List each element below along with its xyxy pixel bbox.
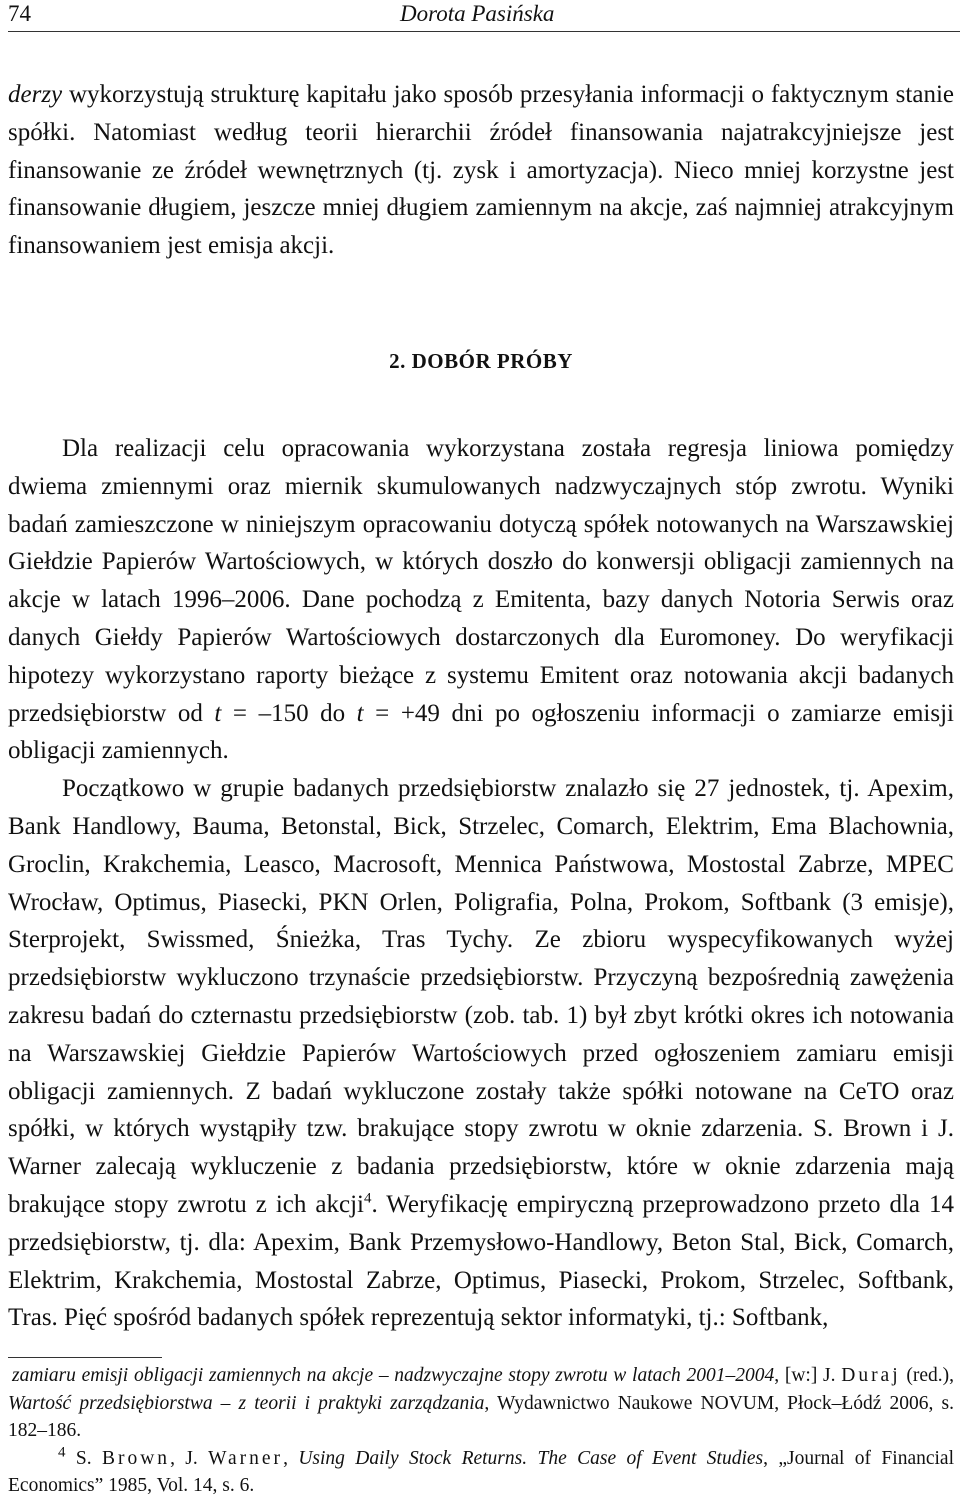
fn4-text4: , „Journal of Financial Economics” 1985, Vol. 14, s. 6. xyxy=(8,1447,954,1496)
intro-lead-italic: derzy xyxy=(8,81,63,108)
intro-paragraph xyxy=(8,76,954,265)
footnote-continued xyxy=(8,1362,954,1445)
p2-part2: . Weryfikację empiryczną przeprowadzono przeto dla 14 przedsiębiorstw, tj. dla: Apexim, Bank Przemysłowo-Handlowy, Beton Stal, Bick, Comarch, Elektrim, Krakchemia, Mostostal Zabrze, Optimus, Piasecki, Prokom, Strzelec, Softbank, Tras. Pięć spośród badanych spółek reprezentują sektor informatyki, tj.: Softbank, xyxy=(8,1190,954,1332)
fn4-text1: S. xyxy=(65,1447,102,1469)
fn4-author1: Brown xyxy=(101,1447,171,1469)
footnote-rule xyxy=(8,1357,162,1358)
header-rule xyxy=(8,31,960,32)
intro-text: wykorzystują strukturę kapitału jako sposób przesyłania informacji o faktycznym stanie spółki. Natomiast według teorii hierarchii źródeł finansowania najatrakcyjniejsze jest finansowanie ze źródeł wewnętrznych (tj. zysk i amortyzacja). Nieco mniej korzystne jest finansowanie długiem, jeszcze mniej długiem zamiennym na akcje, zaś najmniej atrakcyjnym finansowaniem jest emisja akcji. xyxy=(8,81,954,260)
footnote-4-number: 4 xyxy=(58,1444,66,1460)
fn-cont-text1: , [w:] J. xyxy=(774,1365,842,1386)
fn4-author2: Warner xyxy=(208,1447,284,1469)
fn-cont-author: Duraj xyxy=(841,1365,901,1386)
fn-cont-text2: (red.), xyxy=(900,1365,954,1386)
running-title: Dorota Pasińska xyxy=(400,1,555,26)
p1-part2: = –150 do xyxy=(221,699,357,727)
section-paragraph-1 xyxy=(8,430,954,770)
section-paragraph-2 xyxy=(8,770,954,1337)
page-header xyxy=(0,0,960,34)
p2-part1: Początkowo w grupie badanych przedsiębiorstw znalazło się 27 jednostek, tj. Apexim, Bank Handlowy, Bauma, Betonstal, Bick, Strzelec, Comarch, Elektrim, Ema Blachownia, Groclin, Krakchemia, Leasco, Macrosoft, Mennica Państwowa, Mostostal Zabrze, MPEC Wrocław, Optimus, Piasecki, PKN Orlen, Poligrafia, Polna, Prokom, Softbank (3 emisje), Sterprojekt, Swissmed, Śnieżka, Tras Tychy. Ze zbioru wyspecyfikowanych wyżej przedsiębiorstw wykluczono trzynaście przedsiębiorstw. Przyczyną bezpośrednią zawężenia zakresu badań do czternastu przedsiębiorstw (zob. tab. 1) był zbyt krótki okres ich notowania na Warszawskiej Giełdzie Papierów Wartościowych przed ogłoszeniem zamiaru emisji obligacji zamiennych. Z badań wykluczone zostały także spółki notowane na CeTO oraz spółki, w których wystąpiły tzw. brakujące stopy zwrotu w oknie zdarzenia. S. Brown i J. Warner zalecają wykluczenie z badania przedsiębiorstw, które w oknie zdarzenia mają brakujące stopy zwrotu z ich akcji xyxy=(8,775,954,1218)
section-heading: 2. DOBÓR PRÓBY xyxy=(389,349,573,373)
fn-cont-italic2: Wartość przedsiębiorstwa – z teorii i praktyki zarządzania xyxy=(8,1392,485,1414)
p1-var-t-2: t xyxy=(356,699,364,727)
footnote-4 xyxy=(8,1445,954,1500)
fn-cont-italic1: zamiaru emisji obligacji zamiennych na akcje – nadzwyczajne stopy zwrotu w latach 2001–2004 xyxy=(12,1365,775,1386)
p1-var-t-1: t xyxy=(214,699,222,727)
page-number: 74 xyxy=(8,1,31,26)
p1-part3: = +49 dni po ogłoszeniu informacji o zamiarze emisji obligacji zamiennych. xyxy=(8,699,954,765)
fn4-text2: , J. xyxy=(170,1447,209,1469)
fn-cont-text3: , Wydawnictwo Naukowe NOVUM, Płock–Łódź 2006, s. 182–186. xyxy=(8,1392,954,1441)
fn4-text3: , xyxy=(283,1447,299,1469)
footnotes xyxy=(8,1362,954,1500)
main-text xyxy=(8,76,954,1332)
p1-part1: Dla realizacji celu opracowania wykorzystana została regresja liniowa pomiędzy dwiema zmiennymi oraz miernik skumulowanych nadzwyczajnych stóp zwrotu. Wyniki badań zamieszczone w niniejszym opracowaniu dotyczą spółek notowanych na Warszawskiej Giełdzie Papierów Wartościowych, w których doszło do konwersji obligacji zamiennych na akcje w latach 1996–2006. Dane pochodzą z Emitenta, bazy danych Notoria Serwis oraz danych Giełdy Papierów Wartościowych dostarczonych dla Euromoney. Do weryfikacji hipotezy wykorzystano raporty bieżące z systemu Emitent oraz notowania akcji badanych przedsiębiorstw od xyxy=(8,435,954,727)
footnote-ref-4: 4 xyxy=(363,1190,372,1207)
section-body xyxy=(8,430,954,1337)
fn4-italic: Using Daily Stock Returns. The Case of Event Studies xyxy=(298,1447,764,1469)
